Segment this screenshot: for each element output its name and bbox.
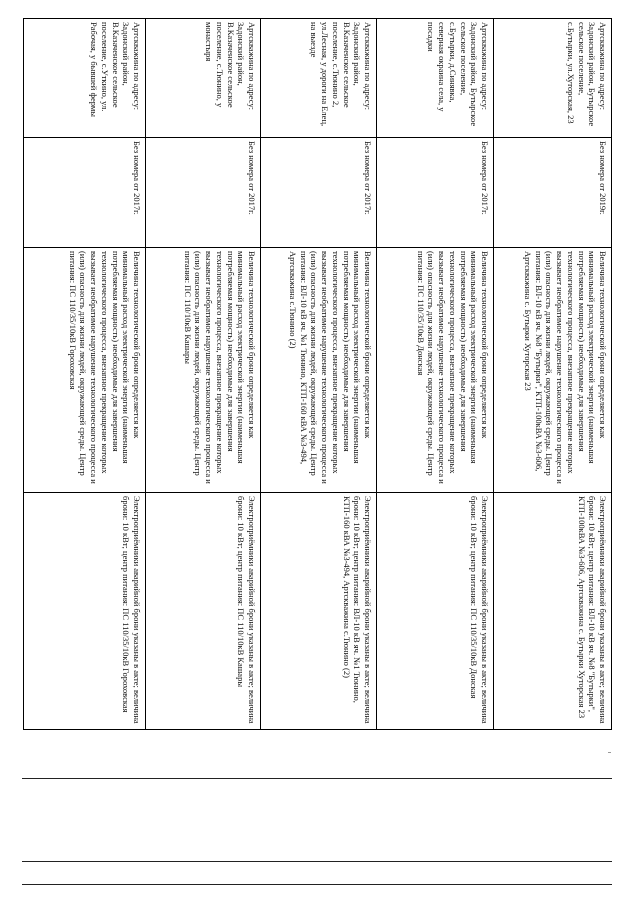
table-row bbox=[145, 18, 261, 730]
document-number-cell: Без номера от 2017г. bbox=[145, 138, 260, 248]
form-line bbox=[22, 778, 612, 779]
note-cell: Электроприёмники аварийной брони указаны в акте; величина брони: 10 кВт; центр питания: ВЛ-10 кВ яч. №8 "Бутырки", КТП-100кВА №3-606, Артскважина с. Бутырки Хуторская 23 bbox=[493, 493, 611, 730]
description-cell: Величина технологической брони определяется как минимальный расход электрической энергии (наименьшая потребляемая мощность) необходимые для завершения технологического процесса, внезапное прекращение которых вызывает необратимое нарушение технологического процесса и (или) опасность для жизни людей, окружающей среды. Центр питания: ПС 110/35/10кВ Донская bbox=[376, 248, 493, 493]
note-cell: Электроприёмники аварийной брони указаны в акте; величина брони: 10 кВт; центр питания: ПС 110/10кВ Кашары bbox=[145, 493, 260, 730]
address-cell: Артскважина по адресу: Задонский район, В.Казаченское сельское поселение, с.Тюнино 2, ул.Лесная, у дороги на Елец, на выезде bbox=[260, 18, 376, 138]
table-row bbox=[493, 18, 612, 730]
description-cell: Величина технологической брони определяется как минимальный расход электрической энергии (наименьшая потребляемая мощность) необходимые для завершения технологического процесса, внезапное прекращение которых вызывает необратимое нарушение технологического процесса и (или) опасность для жизни людей, окружающей среды. Центр питания: ПС 110/35/10кВ Гороховская bbox=[24, 248, 145, 493]
form-line bbox=[22, 884, 612, 885]
document-number-cell: Без номера от 2017г. bbox=[24, 138, 145, 248]
address-cell: Артскважина по адресу: Задонский район, Бутырское сельское поселение, с.Бутырки, ул.Хуторская, 23 bbox=[493, 18, 611, 138]
rotated-table bbox=[24, 18, 612, 730]
note-cell: Электроприёмники аварийной брони указаны в акте; величина брони: 10 кВт; центр питания: ПС 110/35/10кВ Гороховская bbox=[24, 493, 145, 730]
scan-mark bbox=[608, 752, 611, 753]
table-row bbox=[23, 18, 146, 730]
description-cell: Величина технологической брони определяется как минимальный расход электрической энергии (наименьшая потребляемая мощность) необходимые для завершения технологического процесса, внезапное прекращение которых вызывает необратимое нарушение технологического процесса и (или) опасность для жизни людей, окружающей среды. Центр питания: ВЛ-10 кВ яч. №8 "Бутырки", КТП-100кВА №3-606, Артскважина с. Бутырки Хуторская 23 bbox=[493, 248, 611, 493]
address-cell: Артскважина по адресу: Задонский район, В.Казаченское сельское поселение, с.Тюнино, у монастыря bbox=[145, 18, 260, 138]
address-cell: Артскважина по адресу: Задонский район, Бутырское сельское поселение, с.Бутырки, д.Синявка, северная окраина села, у посадки bbox=[376, 18, 493, 138]
document-number-cell: Без номера от 2017г. bbox=[376, 138, 493, 248]
note-cell: Электроприёмники аварийной брони указаны в акте; величина брони: 10 кВт; центр питания: ПС 110/35/10кВ Донская bbox=[376, 493, 493, 730]
description-cell: Величина технологической брони определяется как минимальный расход электрической энергии (наименьшая потребляемая мощность) необходимые для завершения технологического процесса, внезапное прекращение которых вызывает необратимое нарушение технологического процесса и (или) опасность для жизни людей, окружающей среды. Центр питания: ПС 110/10кВ Кашары bbox=[145, 248, 260, 493]
table-row bbox=[376, 18, 494, 730]
document-number-cell: Без номера от 2019г. bbox=[493, 138, 611, 248]
table-row bbox=[260, 18, 377, 730]
description-cell: Величина технологической брони определяется как минимальный расход электрической энергии (наименьшая потребляемая мощность) необходимые для завершения технологического процесса, внезапное прекращение которых вызывает необратимое нарушение технологического процесса и (или) опасность для жизни людей, окружающей среды. Центр питания: ВЛ-10 кВ яч. №1 Тюнино, КТП-160 кВА №3-494, Артскважина с.Тюнино (2) bbox=[260, 248, 376, 493]
note-cell: Электроприёмники аварийной брони указаны в акте; величина брони: 10 кВт; центр питания: ВЛ-10 кВ яч. №1 Тюнино, КТП-160 кВА №3-494, Артскважина с.Тюнино (2) bbox=[260, 493, 376, 730]
address-cell: Артскважина по адресу: Задонский район, В.Казаченское сельское поселение, с.Уткино, ул. Рабочая, у бывшей фермы bbox=[24, 18, 145, 138]
form-line bbox=[22, 861, 612, 862]
document-number-cell: Без номера от 2017г. bbox=[260, 138, 376, 248]
